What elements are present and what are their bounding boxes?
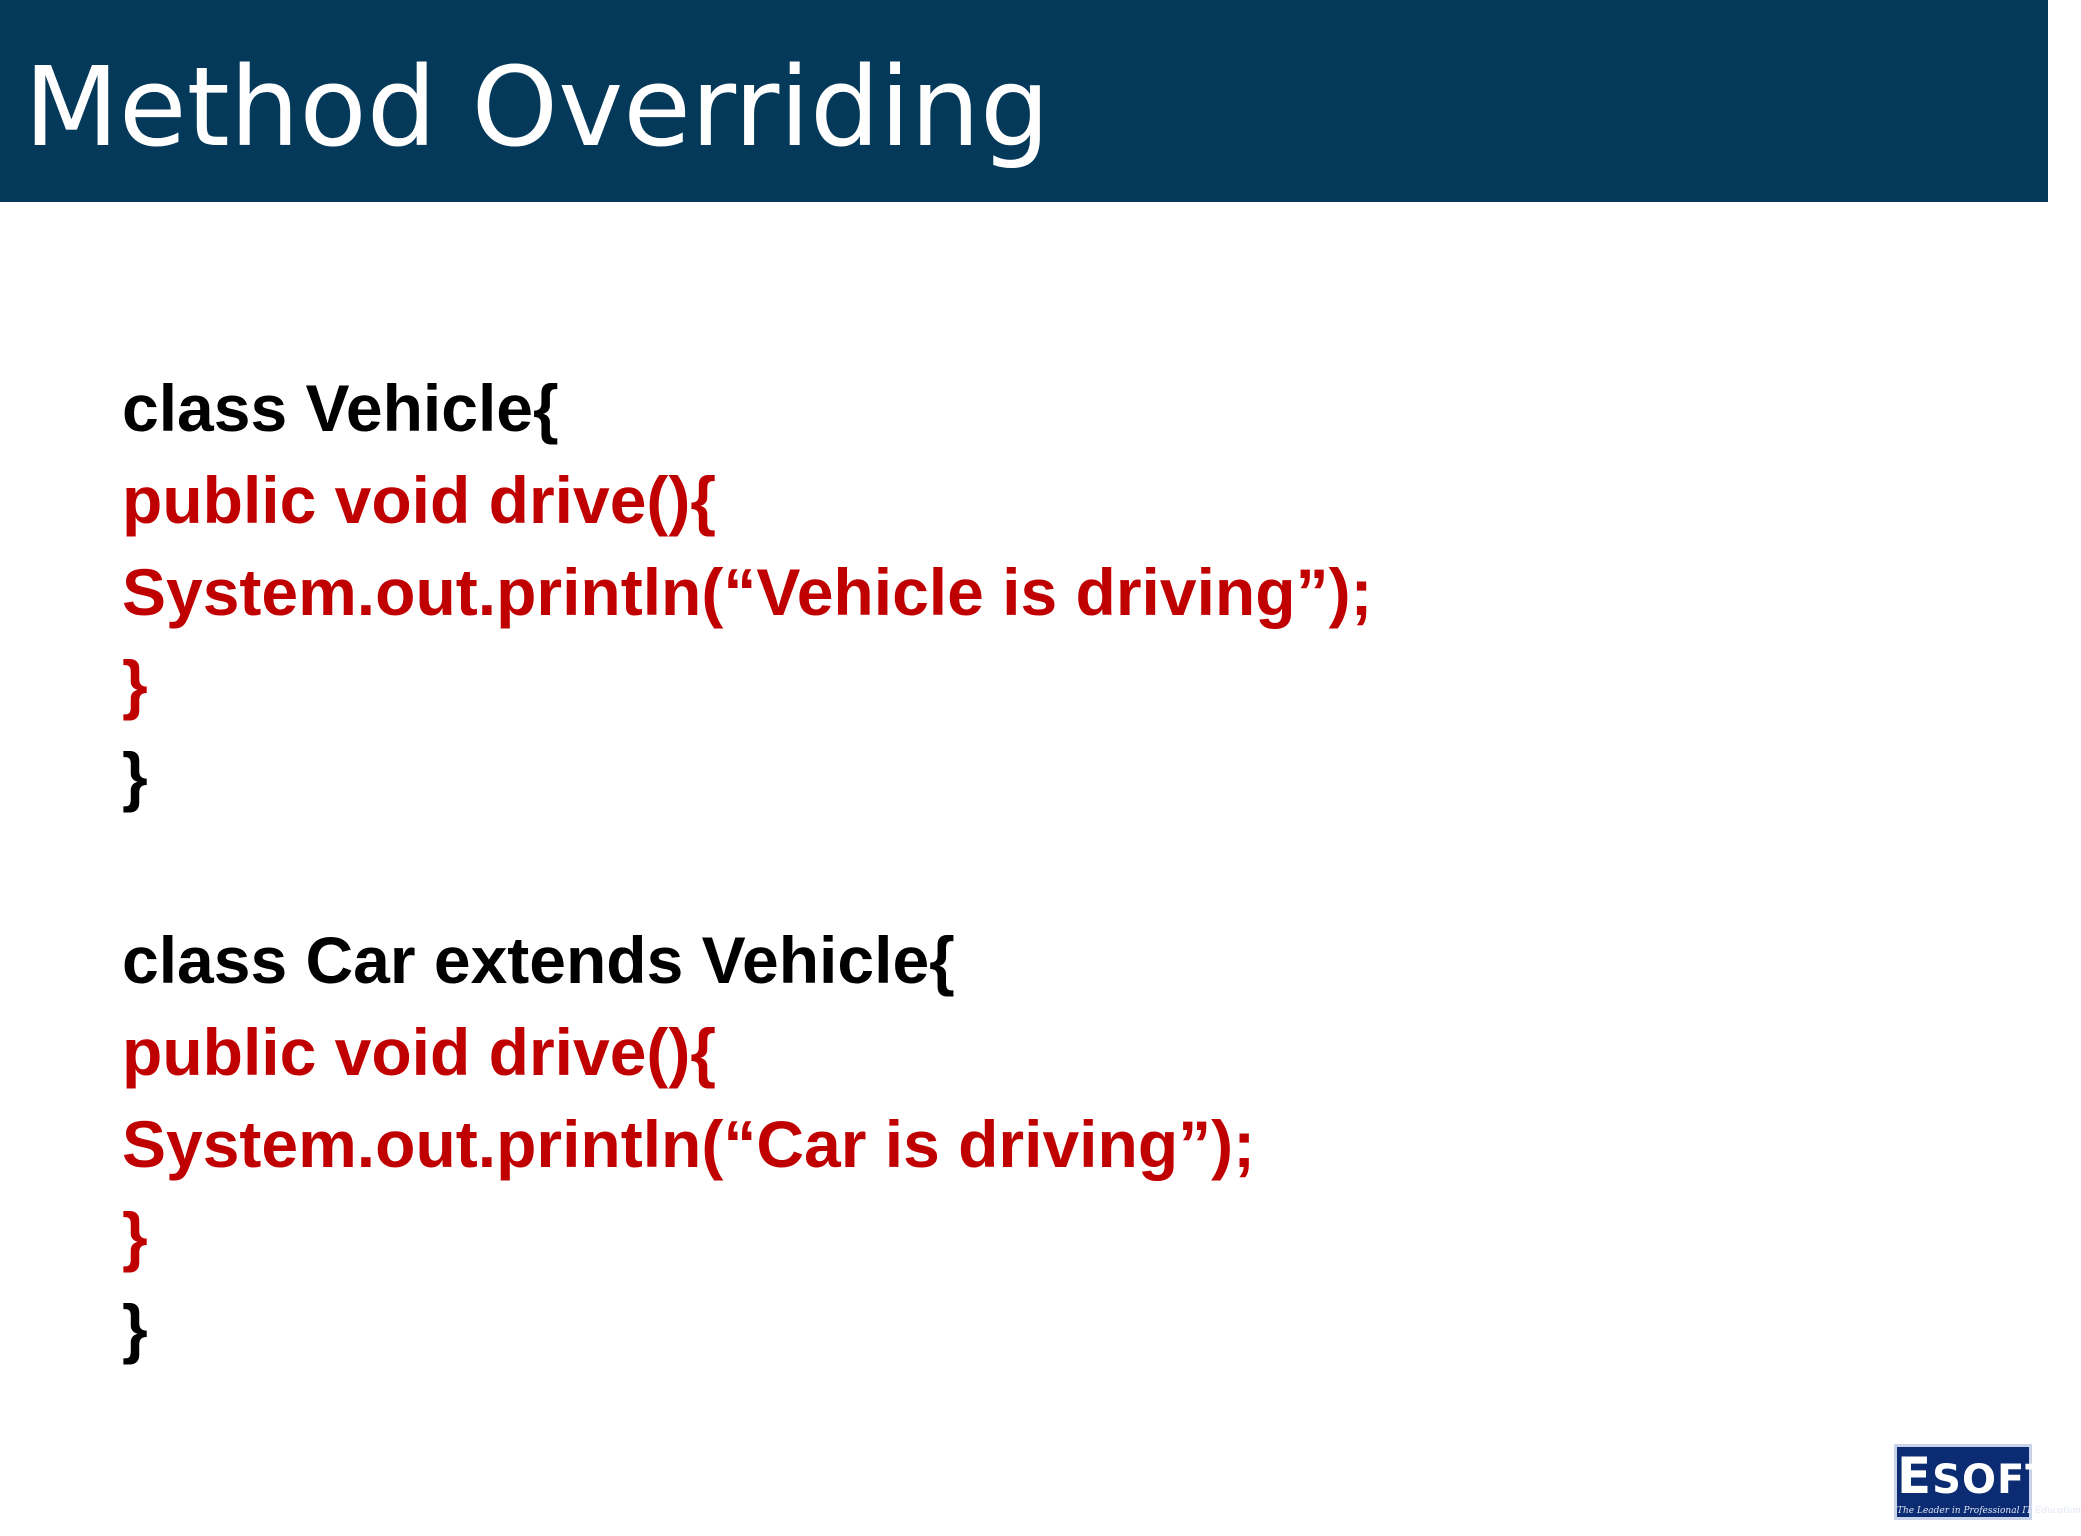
code-line-car-class-close: }	[122, 1291, 148, 1365]
code-block	[122, 362, 1922, 1374]
code-line-car-println: System.out.println(“Car is driving”);	[122, 1107, 1256, 1181]
slide-title: Method Overriding	[24, 43, 1050, 171]
code-line-car-drive-method: public void drive(){	[122, 1015, 717, 1089]
code-line-vehicle-method-close: }	[122, 647, 148, 721]
code-line-vehicle-drive-method: public void drive(){	[122, 463, 717, 537]
logo-tagline: The Leader in Professional IT Education	[1897, 1506, 2081, 1516]
logo-wordmark: ESOFT	[1897, 1447, 2054, 1505]
code-line-vehicle-class-close: }	[122, 739, 148, 813]
code-line-car-method-close: }	[122, 1199, 148, 1273]
code-spacer	[122, 822, 1922, 914]
title-bar	[0, 0, 2048, 202]
code-line-class-vehicle: class Vehicle{	[122, 371, 559, 445]
code-line-class-car: class Car extends Vehicle{	[122, 923, 955, 997]
code-line-vehicle-println: System.out.println(“Vehicle is driving”);	[122, 555, 1373, 629]
esoft-logo	[1894, 1444, 2081, 1520]
